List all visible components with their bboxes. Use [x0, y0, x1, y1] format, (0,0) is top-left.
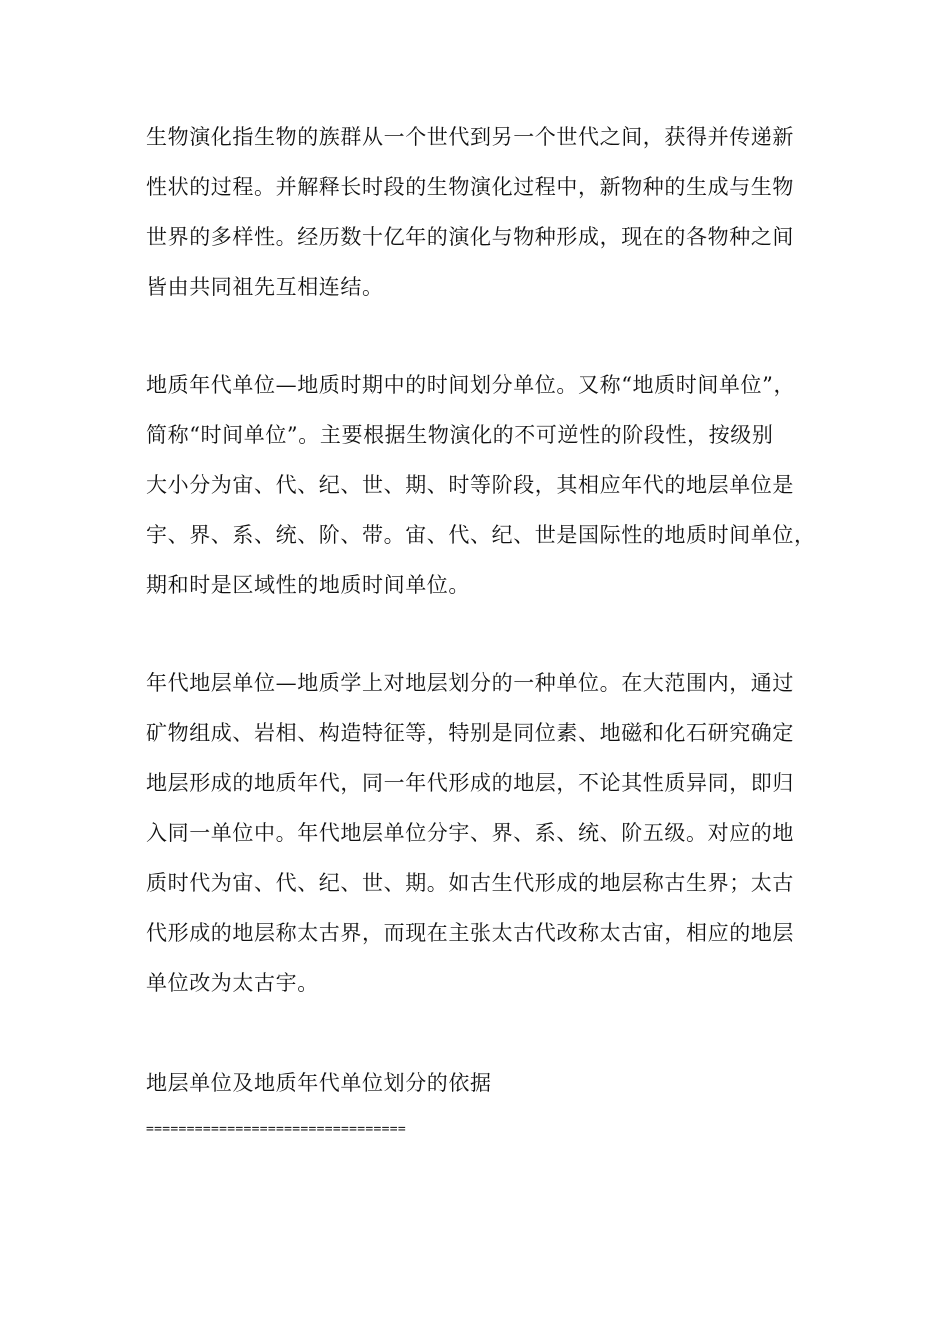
paragraph-geologic-time-unit [146, 360, 816, 610]
paragraph-line: 生物演化指生物的族群从一个世代到另一个世代之间，获得并传递新 [146, 125, 794, 149]
paragraph-line: 性状的过程。并解释长时段的生物演化过程中，新物种的生成与生物 [146, 175, 794, 199]
section-heading: 地层单位及地质年代单位划分的依据 [146, 1071, 492, 1095]
paragraph-line: 质时代为宙、代、纪、世、期。如古生代形成的地层称古生界；太古 [146, 871, 794, 895]
paragraph-line: 年代地层单位—地质学上对地层划分的一种单位。在大范围内，通过 [146, 671, 794, 695]
paragraph-line: 代形成的地层称太古界，而现在主张太古代改称太古宙，相应的地层 [146, 921, 794, 945]
paragraph-line: 矿物组成、岩相、构造特征等，特别是同位素、地磁和化石研究确定 [146, 721, 794, 745]
paragraph-line: 世界的多样性。经历数十亿年的演化与物种形成，现在的各物种之间 [146, 225, 794, 249]
paragraph-line: 单位改为太古宇。 [146, 971, 319, 995]
paragraph-line: 宇、界、系、统、阶、带。宙、代、纪、世是国际性的地质时间单位， [146, 523, 816, 547]
separator-line: ================================ [146, 1122, 407, 1137]
paragraph-line: 地质年代单位—地质时期中的时间划分单位。又称“地质时间单位”， [146, 373, 796, 397]
paragraph-chronostratigraphic-unit [146, 658, 810, 1008]
paragraph-biological-evolution [146, 112, 810, 312]
paragraph-line: 大小分为宙、代、纪、世、期、时等阶段，其相应年代的地层单位是 [146, 473, 794, 497]
paragraph-line: 地层形成的地质年代，同一年代形成的地层，不论其性质异同，即归 [146, 771, 794, 795]
paragraph-line: 简称“时间单位”。主要根据生物演化的不可逆性的阶段性，按级别 [146, 423, 774, 447]
paragraph-line: 入同一单位中。年代地层单位分宇、界、系、统、阶五级。对应的地 [146, 821, 794, 845]
paragraph-line: 皆由共同祖先互相连结。 [146, 275, 384, 299]
paragraph-line: 期和时是区域性的地质时间单位。 [146, 573, 470, 597]
